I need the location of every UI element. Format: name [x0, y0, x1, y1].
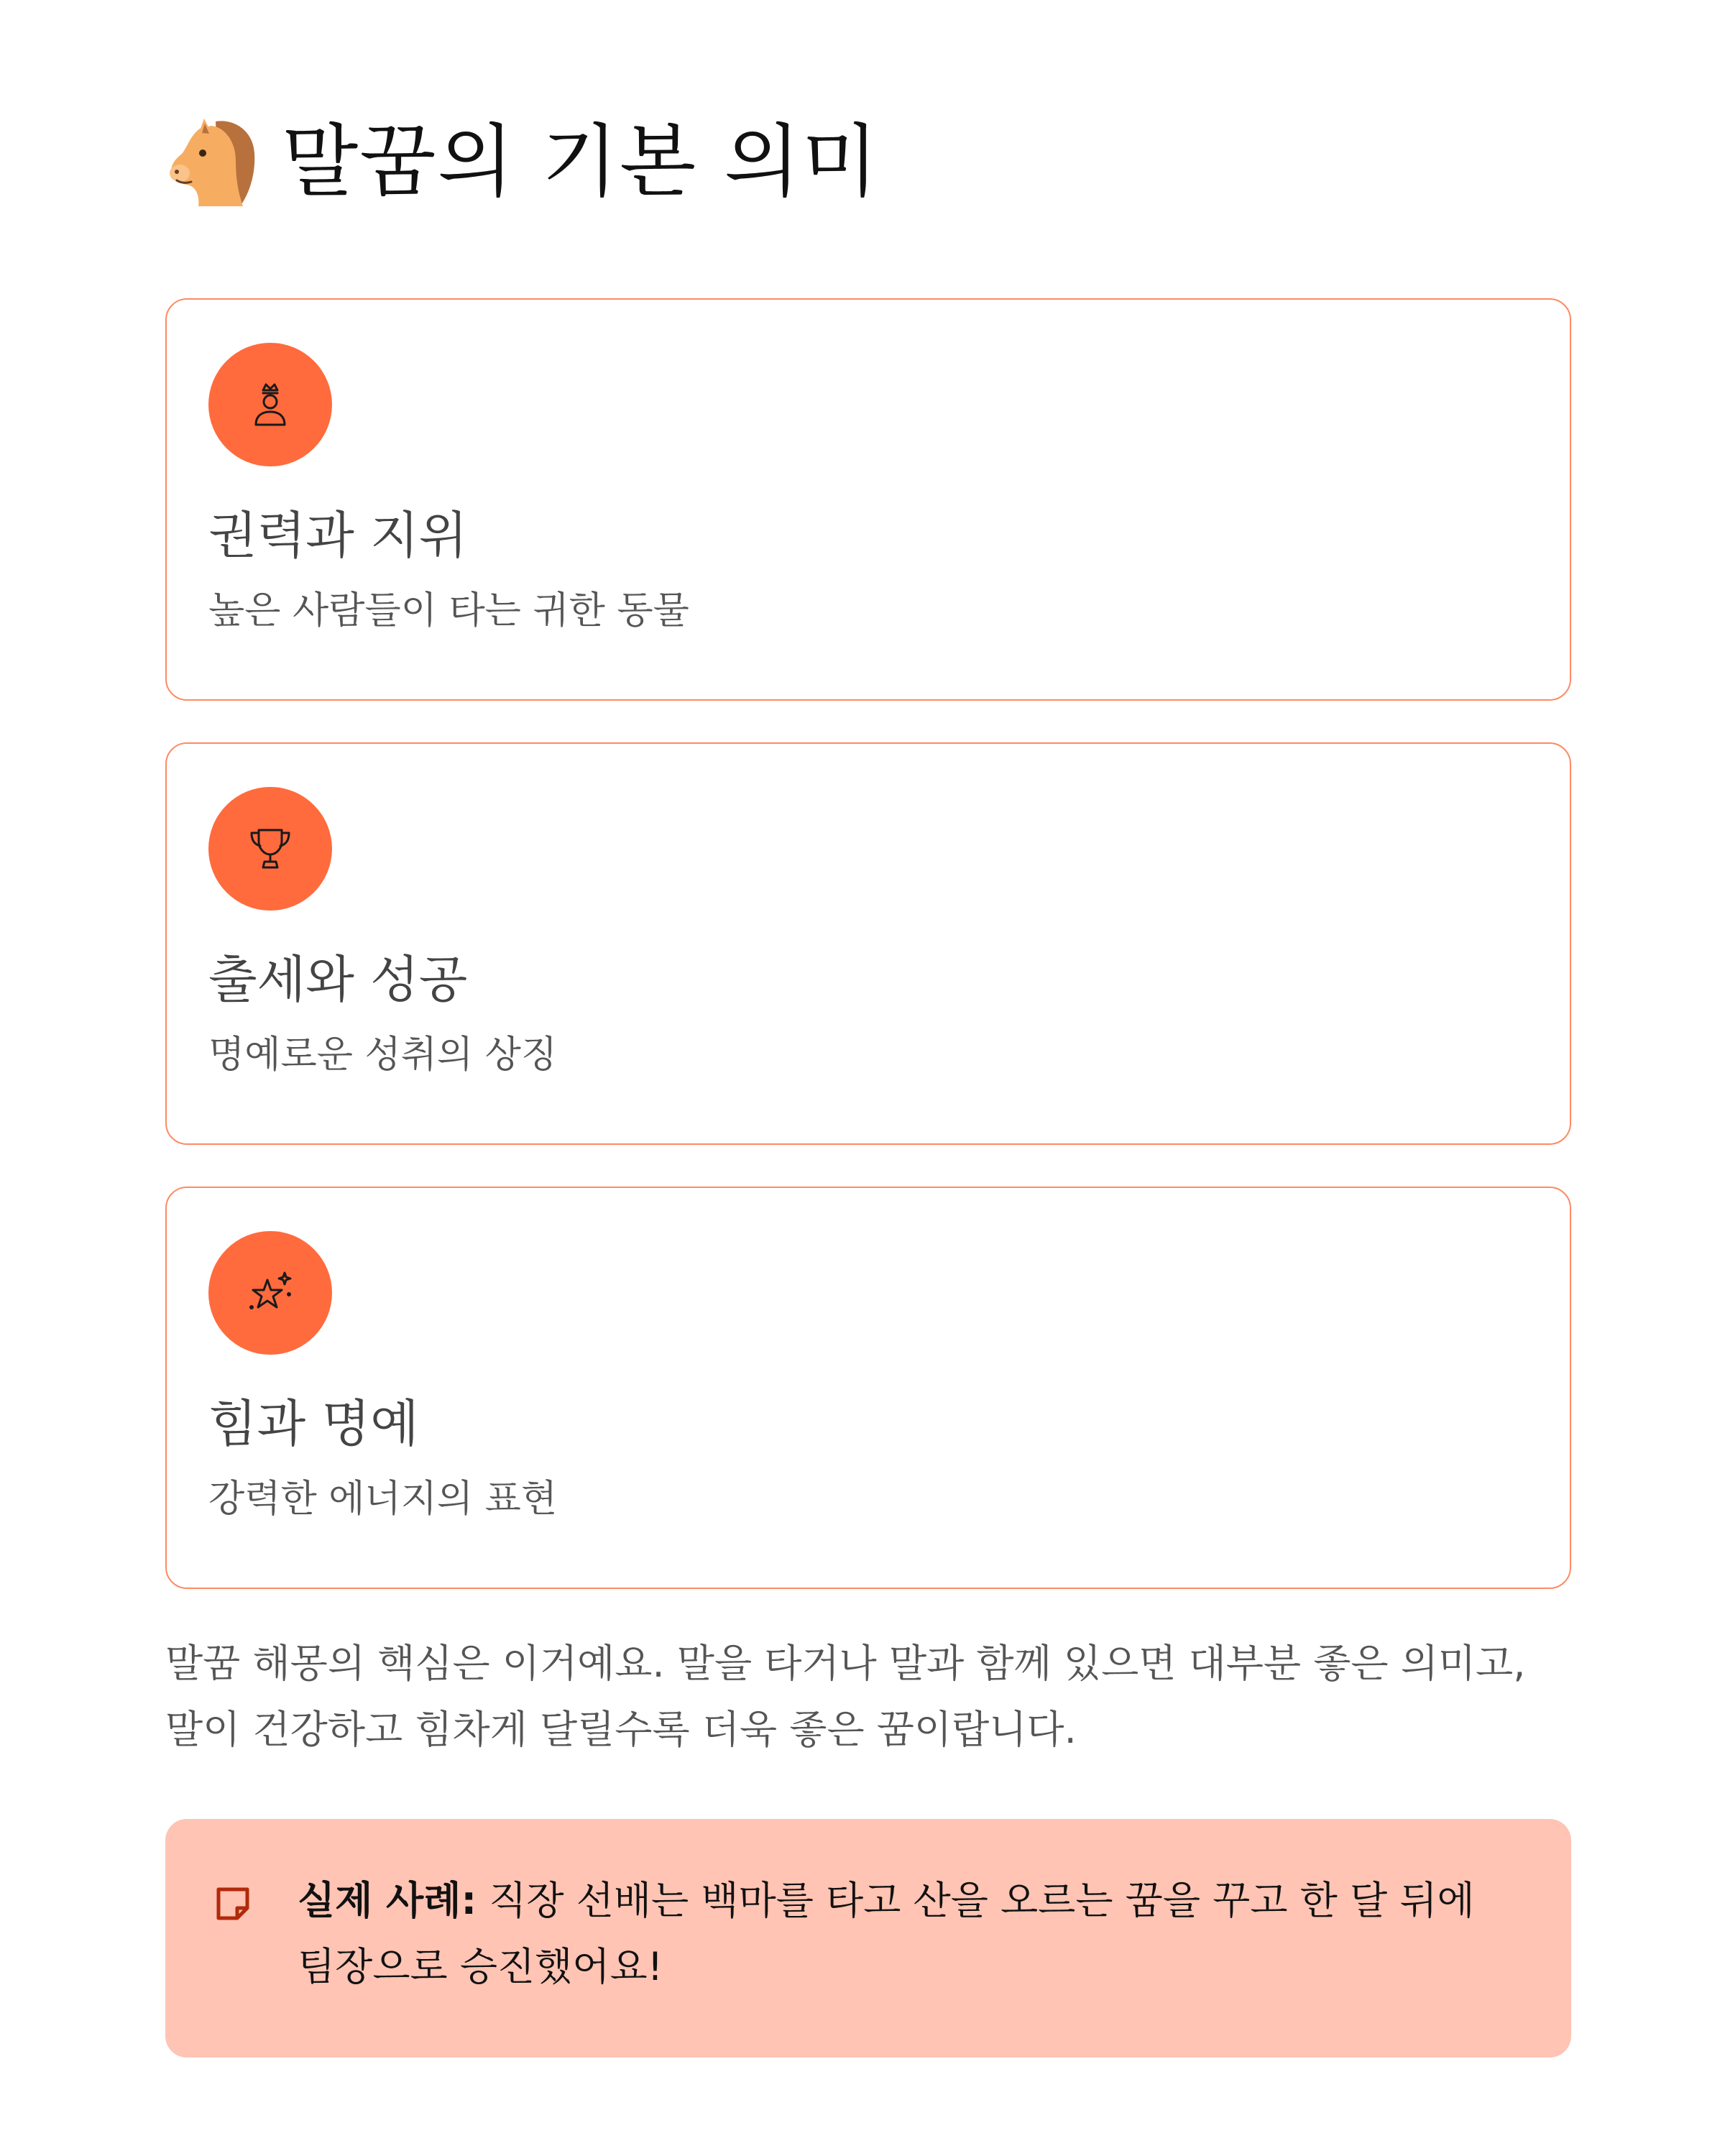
example-label: 실제 사례: [298, 1878, 477, 1923]
card-description: 높은 사람들이 타는 귀한 동물 [208, 589, 689, 632]
card-title: 출세와 성공 [208, 950, 468, 1009]
card-title: 권력과 지위 [208, 506, 468, 565]
example-text [298, 1868, 1514, 2000]
sparkle-star-icon [247, 1270, 293, 1316]
trophy-icon [247, 826, 293, 872]
page-header [165, 108, 1571, 216]
example-body: 직장 선배는 백마를 타고 산을 오르는 꿈을 꾸고 한 달 뒤에 팀장으로 승진했어요! [298, 1878, 1475, 1989]
card-description: 명예로운 성취의 상징 [208, 1033, 558, 1077]
card-icon-badge [208, 1231, 332, 1355]
meaning-card-power [165, 298, 1571, 701]
card-icon-badge [208, 343, 332, 466]
card-icon-badge [208, 787, 332, 911]
meaning-card-list [165, 298, 1571, 1589]
person-crown-icon [247, 382, 293, 428]
page-content [165, 108, 1571, 2058]
horse-face-icon [165, 114, 260, 209]
note-icon [213, 1884, 253, 1924]
meaning-card-success [165, 742, 1571, 1145]
page-title: 말꿈의 기본 의미 [282, 116, 880, 208]
summary-paragraph: 말꿈 해몽의 핵심은 이거예요. 말을 타거나 말과 함께 있으면 대부분 좋은 의미고, 말이 건강하고 힘차게 달릴수록 더욱 좋은 꿈이랍니다. [165, 1641, 1526, 1752]
card-title: 힘과 명예 [208, 1394, 419, 1453]
example-callout [165, 1819, 1571, 2058]
card-description: 강력한 에너지의 표현 [208, 1478, 558, 1521]
meaning-card-honor [165, 1187, 1571, 1589]
